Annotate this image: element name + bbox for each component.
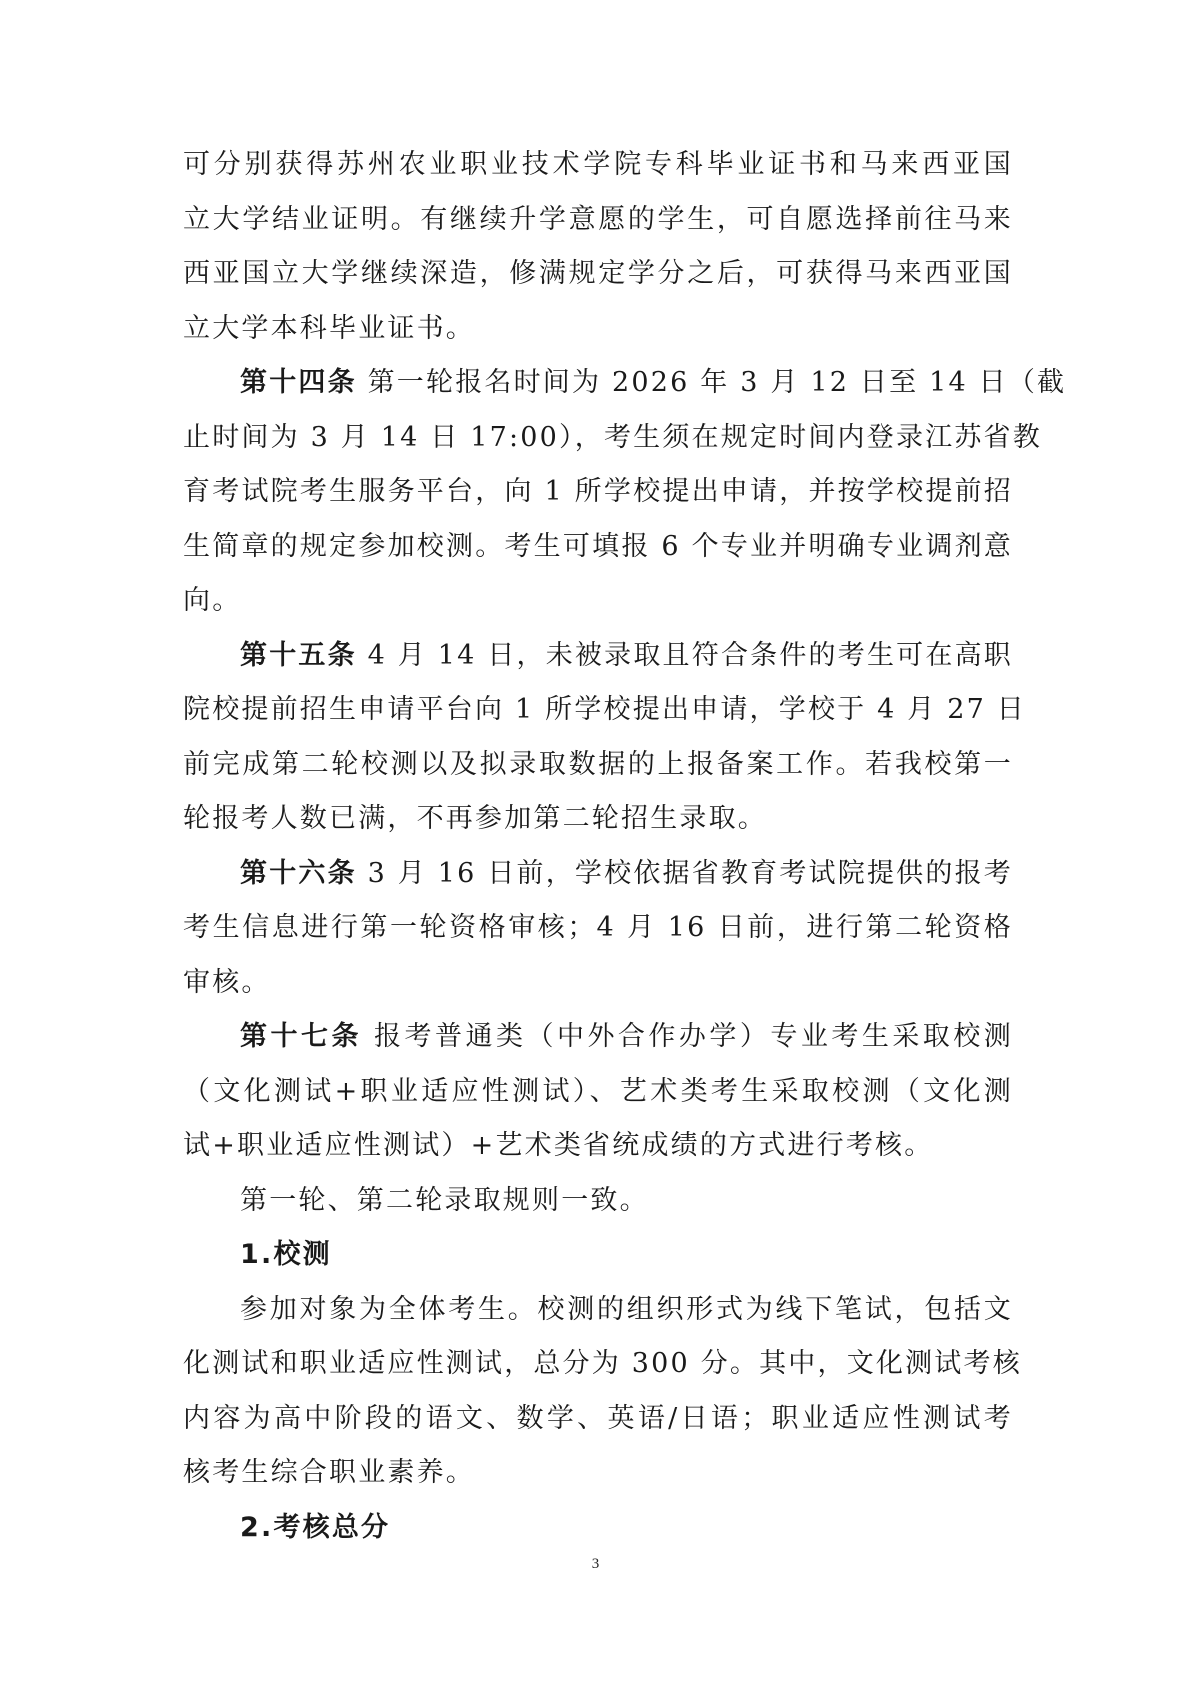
paragraph-continuation [183,138,1013,356]
article-text: 第一轮报名时间为 2026 年 3 月 12 日至 14 日（截 [356,367,1067,398]
text-line [183,356,1067,411]
article-text: 报考普通类（中外合作办学）专业考生采取校测 [361,1021,1013,1052]
text-line: 立大学结业证明。有继续升学意愿的学生，可自愿选择前往马来 [183,203,1013,235]
article-15 [183,629,1027,847]
article-17 [183,1010,1013,1174]
text-line: 化测试和职业适应性测试，总分为 300 分。其中，文化测试考核 [183,1348,1022,1379]
text-line: 前完成第二轮校测以及拟录取数据的上报备案工作。若我校第一 [183,748,1013,780]
text-line: （文化测试+职业适应性测试）、艺术类考生采取校测（文化测 [183,1075,1013,1107]
text-line: 试+职业适应性测试）+艺术类省统成绩的方式进行考核。 [183,1130,934,1161]
text-line: 向。 [183,585,242,616]
text-line: 育考试院考生服务平台，向 1 所学校提出申请，并按学校提前招 [183,476,1013,507]
text-line: 院校提前招生申请平台向 1 所学校提出申请，学校于 4 月 27 日 [183,694,1027,725]
rule-consistency [183,1174,1013,1229]
text-line: 西亚国立大学继续深造，修满规定学分之后，可获得马来西亚国 [183,258,1013,289]
text-line: 内容为高中阶段的语文、数学、英语/日语；职业适应性测试考 [183,1402,1013,1434]
text-line: 可分别获得苏州农业职业技术学院专科毕业证书和马来西亚国 [183,149,1013,180]
article-label: 第十七条 [240,1021,362,1052]
article-text: 4 月 14 日，未被录取且符合条件的考生可在高职 [356,639,1013,671]
section-heading-1: 1.校测 [240,1239,332,1270]
text-line: 立大学本科毕业证书。 [183,312,475,344]
text-line [183,629,1013,684]
section-heading-2: 2.考核总分 [240,1511,391,1543]
text-line: 生简章的规定参加校测。考生可填报 6 个专业并明确专业调剂意 [183,530,1013,562]
text-line: 止时间为 3 月 14 日 17:00），考生须在规定时间内登录江苏省教 [183,421,1042,453]
text-line: 核考生综合职业素养。 [183,1457,475,1488]
article-14 [183,356,1067,629]
article-label: 第十四条 [240,367,357,398]
text-line: 参加对象为全体考生。校测的组织形式为线下笔试，包括文 [240,1293,1013,1325]
document-page [183,138,1067,1555]
text-line: 轮报考人数已满，不再参加第二轮招生录取。 [183,803,767,834]
article-text: 3 月 16 日前，学校依据省教育考试院提供的报考 [356,857,1013,889]
page-number: 3 [591,1556,600,1572]
section-1-body [183,1283,1022,1501]
article-label: 第十六条 [240,857,357,889]
text-line [183,1010,1013,1065]
article-16 [183,847,1013,1011]
article-label: 第十五条 [240,639,357,671]
text-line [183,847,1013,902]
text-line: 审核。 [183,966,271,998]
text-line: 考生信息进行第一轮资格审核；4 月 16 日前，进行第二轮资格 [183,912,1013,943]
text-line: 第一轮、第二轮录取规则一致。 [240,1184,649,1216]
